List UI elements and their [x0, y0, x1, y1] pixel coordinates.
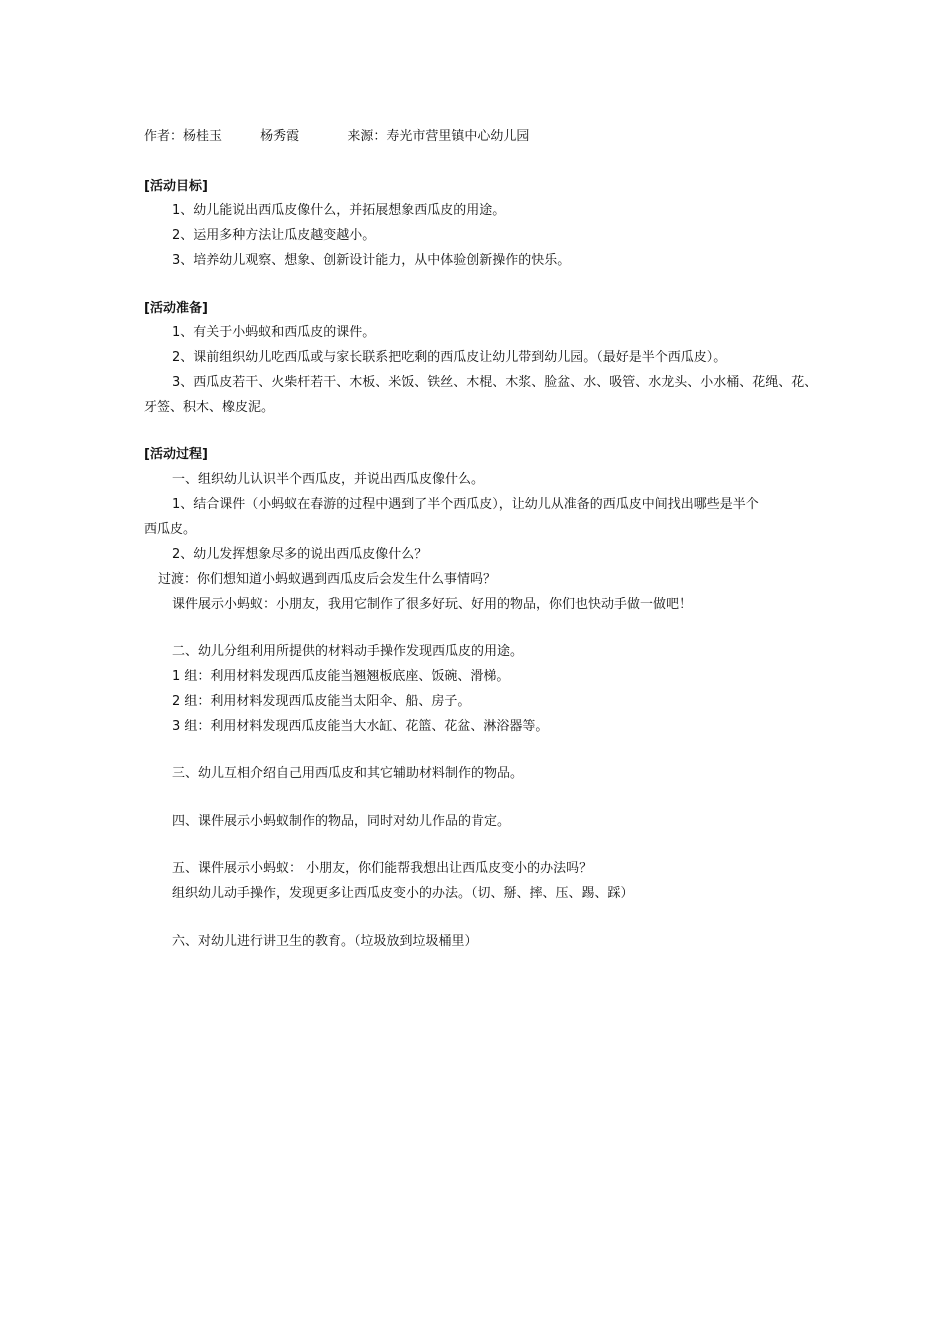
- process-line: 四、课件展示小蚂蚁制作的物品，同时对幼儿作品的肯定。: [172, 814, 511, 829]
- author-line: [144, 129, 529, 145]
- process-line: 1、结合课件（小蚂蚁在春游的过程中遇到了半个西瓜皮），让幼儿从准备的西瓜皮中间找出哪些是半个: [172, 497, 759, 512]
- process-line: 三、幼儿互相介绍自己用西瓜皮和其它辅助材料制作的物品。: [172, 766, 524, 781]
- process-line: 过渡：你们想知道小蚂蚁遇到西瓜皮后会发生什么事情吗？: [158, 572, 497, 587]
- process-line: 课件展示小蚂蚁：小朋友，我用它制作了很多好玩、好用的物品，你们也快动手做一做吧！: [172, 597, 693, 612]
- process-line: 2、幼儿发挥想象尽多的说出西瓜皮像什么？: [172, 547, 428, 562]
- process-line: 西瓜皮。: [144, 522, 197, 537]
- process-line: 2 组：利用材料发现西瓜皮能当太阳伞、船、房子。: [172, 694, 471, 709]
- process-heading: [活动过程]: [144, 447, 208, 462]
- process-line: 组织幼儿动手操作，发现更多让西瓜皮变小的办法。（切、掰、摔、压、踢、踩）: [172, 886, 634, 901]
- prep-item-continuation: 牙签、积木、橡皮泥。: [144, 400, 275, 415]
- goal-item: 1、幼儿能说出西瓜皮像什么，并拓展想象西瓜皮的用途。: [172, 203, 506, 218]
- process-line: 1 组：利用材料发现西瓜皮能当翘翘板底座、饭碗、滑梯。: [172, 669, 510, 684]
- process-line: 3 组：利用材料发现西瓜皮能当大水缸、花篮、花盆、淋浴器等。: [172, 719, 549, 734]
- goal-item: 2、运用多种方法让瓜皮越变越小。: [172, 228, 376, 243]
- prep-item: 3、西瓜皮若干、火柴杆若干、木板、米饭、铁丝、木棍、木浆、脸盆、水、吸管、水龙头、小水桶、花绳、花、: [172, 375, 818, 390]
- source-text: 来源：寿光市营里镇中心幼儿园: [347, 129, 530, 144]
- prep-heading: [活动准备]: [144, 301, 208, 316]
- author-name-2: 杨秀霞: [260, 129, 300, 144]
- process-line: 六、对幼儿进行讲卫生的教育。（垃圾放到垃圾桶里）: [172, 934, 478, 949]
- process-line: 五、课件展示小蚂蚁： 小朋友，你们能帮我想出让西瓜皮变小的办法吗？: [172, 861, 593, 876]
- process-line: 二、幼儿分组利用所提供的材料动手操作发现西瓜皮的用途。: [172, 644, 524, 659]
- goal-item: 3、培养幼儿观察、想象、创新设计能力，从中体验创新操作的快乐。: [172, 253, 571, 268]
- author-name: 作者：杨桂玉: [144, 129, 223, 144]
- prep-item: 1、有关于小蚂蚁和西瓜皮的课件。: [172, 325, 376, 340]
- goals-heading: [活动目标]: [144, 179, 208, 194]
- process-line: 一、组织幼儿认识半个西瓜皮，并说出西瓜皮像什么。: [172, 472, 485, 487]
- prep-item: 2、课前组织幼儿吃西瓜或与家长联系把吃剩的西瓜皮让幼儿带到幼儿园。（最好是半个西瓜皮）。: [172, 350, 727, 365]
